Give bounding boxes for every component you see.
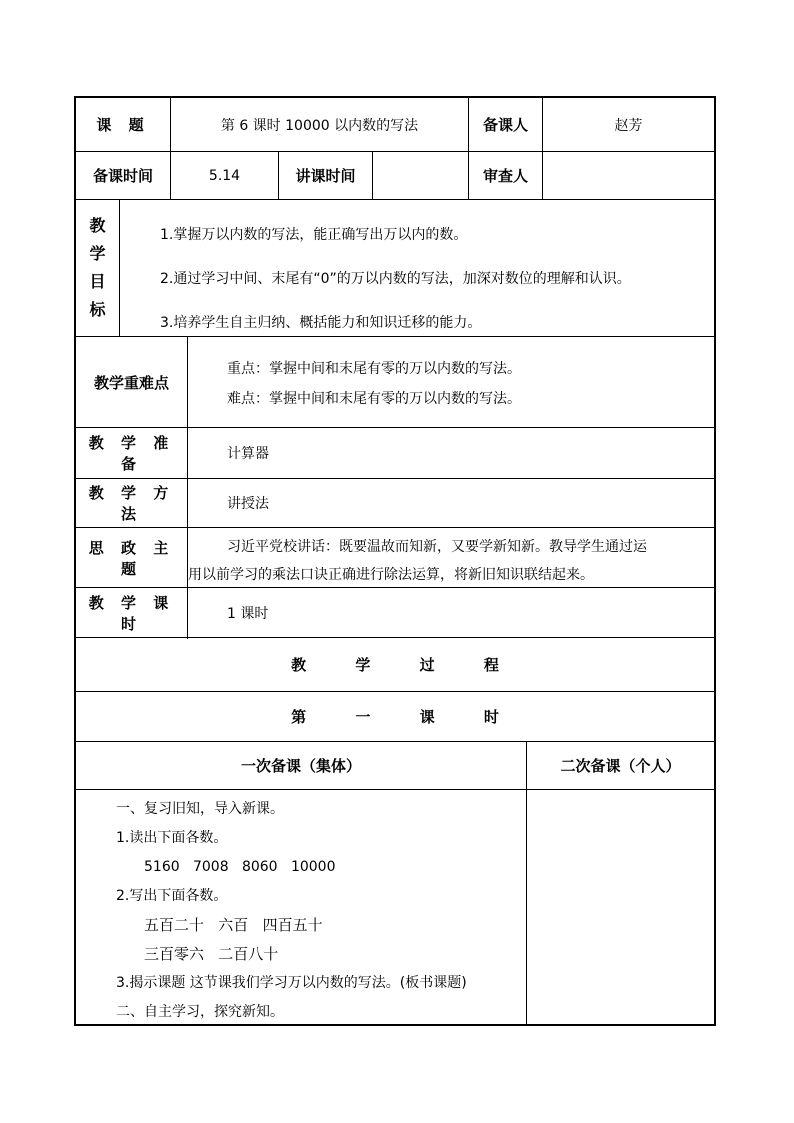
key-points-label: 教学重难点 xyxy=(93,373,169,392)
lesson-title-text: 第 一 课 时 xyxy=(291,708,499,726)
goals-label xyxy=(76,200,119,336)
prep-time-value: 5.14 xyxy=(208,167,241,184)
prep-time-label: 备课时间 xyxy=(92,167,153,185)
reviewer-value xyxy=(543,152,714,199)
goals-label-char: 目 xyxy=(89,272,106,291)
process-title-text: 教 学 过 程 xyxy=(291,656,499,674)
content-line: 2.写出下面各数。 xyxy=(116,888,228,904)
key-point-difficult: 难点：掌握中间和末尾有零的万以内数的写法。 xyxy=(227,391,521,407)
goals-label-char: 标 xyxy=(89,300,106,319)
content-line: 五百二十 六百 四百五十 xyxy=(144,916,323,934)
lecture-time-value xyxy=(373,152,468,199)
goal-item: 2.通过学习中间、末尾有“0”的万以内数的写法，加深对数位的理解和认识。 xyxy=(160,271,631,287)
individual-header: 二次备课（个人） xyxy=(560,757,681,775)
hours-value: 1 课时 xyxy=(227,605,269,622)
preparation-label: 教 学 准 备 xyxy=(88,434,175,473)
goals-label-char: 教 xyxy=(89,216,106,235)
collective-header: 一次备课（集体） xyxy=(240,757,361,775)
lesson-title xyxy=(76,692,714,741)
lecture-time-label: 讲课时间 xyxy=(295,167,356,185)
topic-value: 第 6 课时 10000 以内数的写法 xyxy=(220,117,419,134)
hours-label: 教 学 课 时 xyxy=(88,593,175,633)
process-title xyxy=(76,638,714,691)
method-label: 教 学 方 法 xyxy=(88,484,175,523)
key-point-important: 重点：掌握中间和末尾有零的万以内数的写法。 xyxy=(227,361,521,377)
ideology-line: 习近平党校讲话：既要温故而知新，又要学新知新。教导学生通过运 xyxy=(227,539,647,555)
goals-label-char: 学 xyxy=(89,244,106,263)
lesson-plan-table xyxy=(74,96,716,1026)
content-line: 三百零六 二百八十 xyxy=(144,945,279,963)
content-line: 3.揭示课题 这节课我们学习万以内数的写法。(板书课题) xyxy=(116,975,467,991)
reviewer-label: 审查人 xyxy=(482,167,528,185)
col-divider xyxy=(119,199,120,336)
content-line: 1.读出下面各数。 xyxy=(116,830,228,846)
content-line: 一、复习旧知，导入新课。 xyxy=(116,801,284,817)
content-line: 二、自主学习，探究新知。 xyxy=(116,1004,284,1020)
topic-label: 课 题 xyxy=(96,116,150,134)
col-divider xyxy=(187,336,188,639)
goal-item: 1.掌握万以内数的写法，能正确写出万以内的数。 xyxy=(160,227,468,243)
preparer-label: 备课人 xyxy=(482,116,528,134)
content-line: 5160 7008 8060 10000 xyxy=(144,859,336,875)
preparer-value: 赵芳 xyxy=(614,117,643,134)
goal-item: 3.培养学生自主归纳、概括能力和知识迁移的能力。 xyxy=(160,315,482,331)
preparation-value: 计算器 xyxy=(227,446,269,462)
ideology-line: 用以前学习的乘法口诀正确进行除法运算，将新旧知识联结起来。 xyxy=(188,567,594,583)
ideology-label: 思 政 主 题 xyxy=(88,538,175,578)
method-value: 讲授法 xyxy=(227,496,269,512)
row-divider xyxy=(76,789,714,790)
row-divider xyxy=(76,199,714,200)
